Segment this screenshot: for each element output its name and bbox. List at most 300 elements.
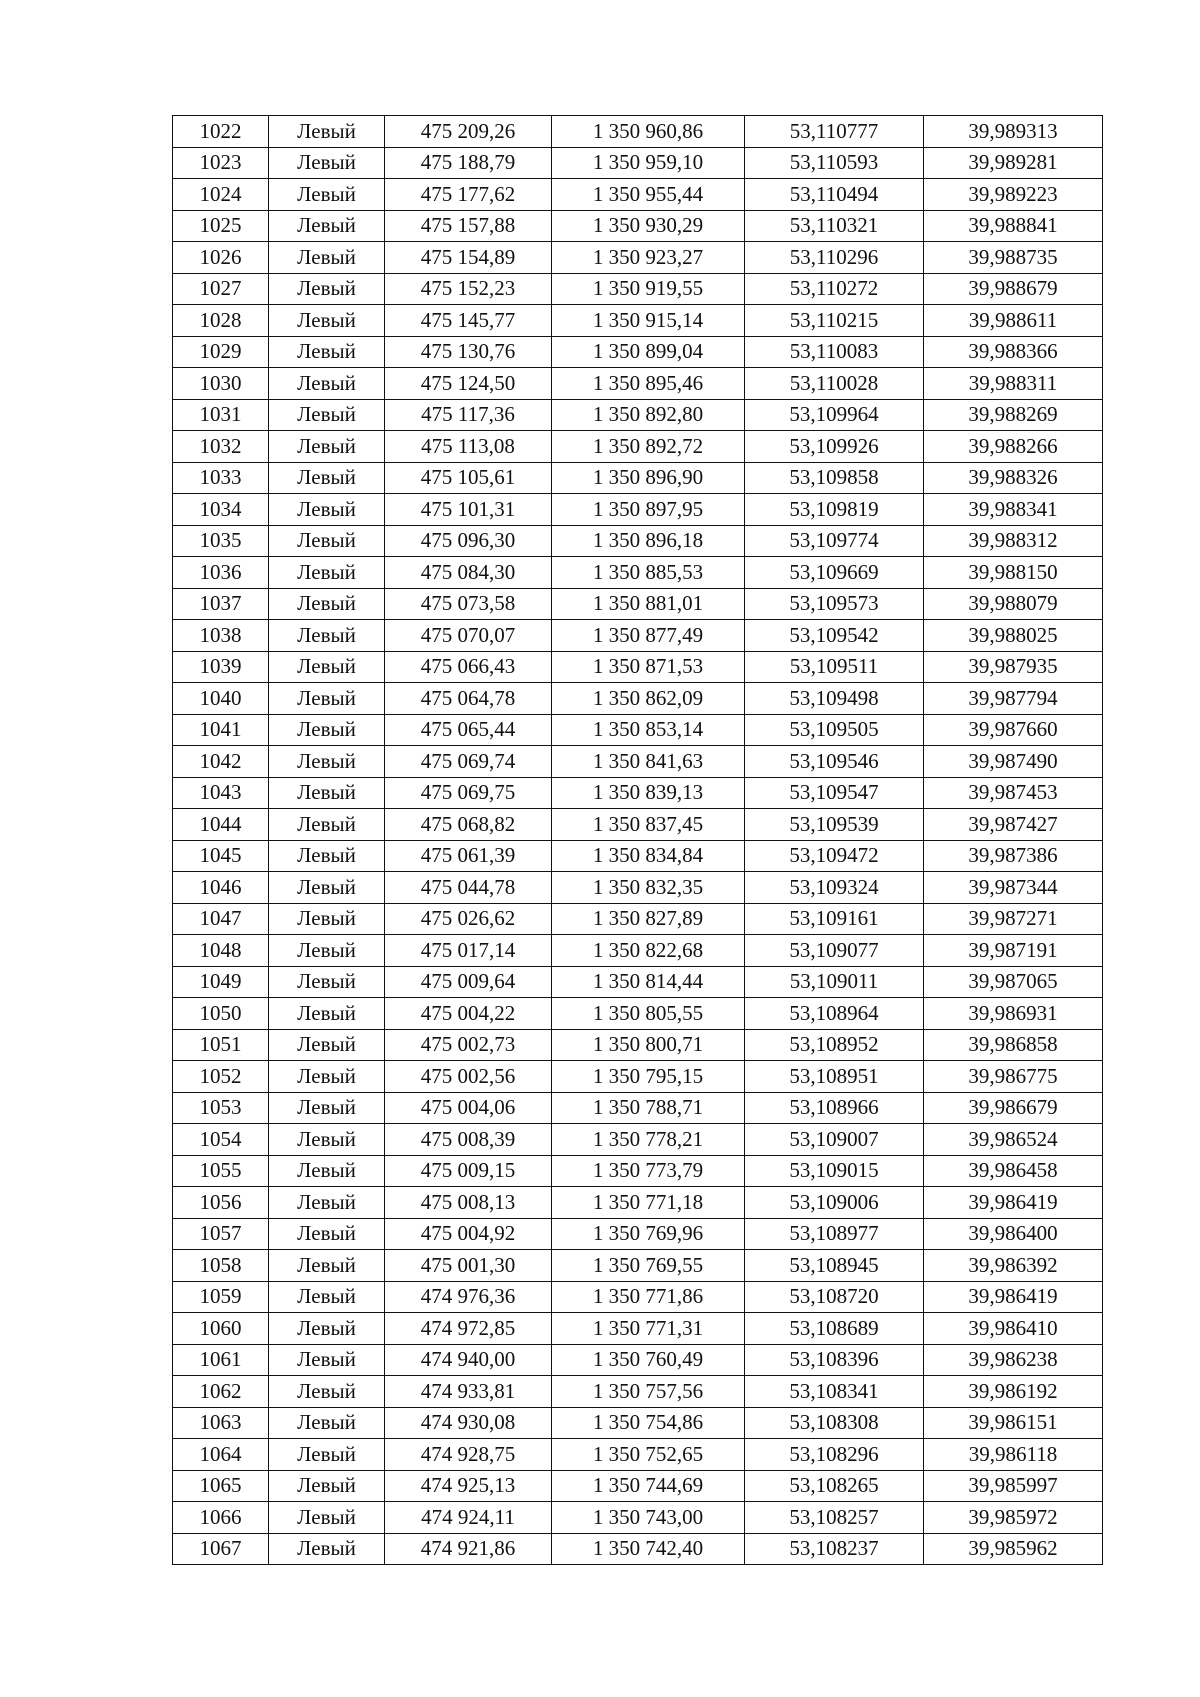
side-cell: Левый <box>269 1313 385 1345</box>
side-cell: Левый <box>269 368 385 400</box>
longitude-cell: 39,987794 <box>924 683 1103 715</box>
point-number-cell: 1053 <box>173 1092 269 1124</box>
x-coordinate-cell: 475 145,77 <box>385 305 552 337</box>
table-row <box>173 1092 1103 1124</box>
y-coordinate-cell: 1 350 771,86 <box>552 1281 745 1313</box>
longitude-cell: 39,988312 <box>924 525 1103 557</box>
table-row <box>173 998 1103 1030</box>
x-coordinate-cell: 474 940,00 <box>385 1344 552 1376</box>
point-number-cell: 1030 <box>173 368 269 400</box>
table-row <box>173 840 1103 872</box>
table-row <box>173 1533 1103 1565</box>
x-coordinate-cell: 475 070,07 <box>385 620 552 652</box>
table-row <box>173 210 1103 242</box>
table-row <box>173 494 1103 526</box>
latitude-cell: 53,108966 <box>745 1092 924 1124</box>
latitude-cell: 53,109858 <box>745 462 924 494</box>
latitude-cell: 53,110083 <box>745 336 924 368</box>
side-cell: Левый <box>269 273 385 305</box>
table-row <box>173 1281 1103 1313</box>
side-cell: Левый <box>269 242 385 274</box>
y-coordinate-cell: 1 350 800,71 <box>552 1029 745 1061</box>
latitude-cell: 53,110494 <box>745 179 924 211</box>
point-number-cell: 1040 <box>173 683 269 715</box>
longitude-cell: 39,986419 <box>924 1187 1103 1219</box>
point-number-cell: 1023 <box>173 147 269 179</box>
x-coordinate-cell: 475 101,31 <box>385 494 552 526</box>
point-number-cell: 1036 <box>173 557 269 589</box>
x-coordinate-cell: 475 105,61 <box>385 462 552 494</box>
side-cell: Левый <box>269 935 385 967</box>
side-cell: Левый <box>269 1155 385 1187</box>
x-coordinate-cell: 475 001,30 <box>385 1250 552 1282</box>
longitude-cell: 39,988079 <box>924 588 1103 620</box>
longitude-cell: 39,986524 <box>924 1124 1103 1156</box>
table-row <box>173 431 1103 463</box>
side-cell: Левый <box>269 1029 385 1061</box>
point-number-cell: 1033 <box>173 462 269 494</box>
side-cell: Левый <box>269 179 385 211</box>
x-coordinate-cell: 475 004,06 <box>385 1092 552 1124</box>
y-coordinate-cell: 1 350 899,04 <box>552 336 745 368</box>
side-cell: Левый <box>269 1187 385 1219</box>
y-coordinate-cell: 1 350 773,79 <box>552 1155 745 1187</box>
side-cell: Левый <box>269 620 385 652</box>
point-number-cell: 1054 <box>173 1124 269 1156</box>
longitude-cell: 39,988735 <box>924 242 1103 274</box>
y-coordinate-cell: 1 350 814,44 <box>552 966 745 998</box>
side-cell: Левый <box>269 1407 385 1439</box>
side-cell: Левый <box>269 116 385 148</box>
latitude-cell: 53,110593 <box>745 147 924 179</box>
side-cell: Левый <box>269 1439 385 1471</box>
side-cell: Левый <box>269 683 385 715</box>
latitude-cell: 53,109539 <box>745 809 924 841</box>
y-coordinate-cell: 1 350 897,95 <box>552 494 745 526</box>
longitude-cell: 39,988266 <box>924 431 1103 463</box>
y-coordinate-cell: 1 350 862,09 <box>552 683 745 715</box>
x-coordinate-cell: 475 069,74 <box>385 746 552 778</box>
x-coordinate-cell: 475 066,43 <box>385 651 552 683</box>
side-cell: Левый <box>269 714 385 746</box>
y-coordinate-cell: 1 350 841,63 <box>552 746 745 778</box>
side-cell: Левый <box>269 399 385 431</box>
latitude-cell: 53,110296 <box>745 242 924 274</box>
y-coordinate-cell: 1 350 881,01 <box>552 588 745 620</box>
longitude-cell: 39,988611 <box>924 305 1103 337</box>
longitude-cell: 39,987490 <box>924 746 1103 778</box>
longitude-cell: 39,989223 <box>924 179 1103 211</box>
x-coordinate-cell: 475 068,82 <box>385 809 552 841</box>
table-row <box>173 557 1103 589</box>
table-row <box>173 273 1103 305</box>
latitude-cell: 53,110321 <box>745 210 924 242</box>
longitude-cell: 39,988311 <box>924 368 1103 400</box>
point-number-cell: 1037 <box>173 588 269 620</box>
point-number-cell: 1065 <box>173 1470 269 1502</box>
x-coordinate-cell: 475 044,78 <box>385 872 552 904</box>
point-number-cell: 1056 <box>173 1187 269 1219</box>
latitude-cell: 53,110272 <box>745 273 924 305</box>
longitude-cell: 39,987386 <box>924 840 1103 872</box>
y-coordinate-cell: 1 350 877,49 <box>552 620 745 652</box>
latitude-cell: 53,108720 <box>745 1281 924 1313</box>
latitude-cell: 53,108308 <box>745 1407 924 1439</box>
point-number-cell: 1063 <box>173 1407 269 1439</box>
y-coordinate-cell: 1 350 955,44 <box>552 179 745 211</box>
table-row <box>173 1407 1103 1439</box>
latitude-cell: 53,108396 <box>745 1344 924 1376</box>
table-row <box>173 462 1103 494</box>
table-row <box>173 588 1103 620</box>
table-row <box>173 399 1103 431</box>
y-coordinate-cell: 1 350 752,65 <box>552 1439 745 1471</box>
x-coordinate-cell: 475 002,73 <box>385 1029 552 1061</box>
latitude-cell: 53,109498 <box>745 683 924 715</box>
side-cell: Левый <box>269 1470 385 1502</box>
latitude-cell: 53,108945 <box>745 1250 924 1282</box>
table-row <box>173 966 1103 998</box>
coordinates-table <box>172 115 1103 1565</box>
latitude-cell: 53,109007 <box>745 1124 924 1156</box>
side-cell: Левый <box>269 1250 385 1282</box>
table-row <box>173 651 1103 683</box>
longitude-cell: 39,986679 <box>924 1092 1103 1124</box>
longitude-cell: 39,988269 <box>924 399 1103 431</box>
y-coordinate-cell: 1 350 805,55 <box>552 998 745 1030</box>
latitude-cell: 53,109324 <box>745 872 924 904</box>
table-row <box>173 147 1103 179</box>
latitude-cell: 53,109161 <box>745 903 924 935</box>
y-coordinate-cell: 1 350 832,35 <box>552 872 745 904</box>
side-cell: Левый <box>269 557 385 589</box>
y-coordinate-cell: 1 350 959,10 <box>552 147 745 179</box>
point-number-cell: 1028 <box>173 305 269 337</box>
point-number-cell: 1045 <box>173 840 269 872</box>
point-number-cell: 1050 <box>173 998 269 1030</box>
table-row <box>173 1313 1103 1345</box>
point-number-cell: 1035 <box>173 525 269 557</box>
table-row <box>173 777 1103 809</box>
x-coordinate-cell: 475 124,50 <box>385 368 552 400</box>
y-coordinate-cell: 1 350 757,56 <box>552 1376 745 1408</box>
point-number-cell: 1051 <box>173 1029 269 1061</box>
y-coordinate-cell: 1 350 896,18 <box>552 525 745 557</box>
y-coordinate-cell: 1 350 771,18 <box>552 1187 745 1219</box>
y-coordinate-cell: 1 350 743,00 <box>552 1502 745 1534</box>
latitude-cell: 53,109546 <box>745 746 924 778</box>
table-row <box>173 1376 1103 1408</box>
latitude-cell: 53,108257 <box>745 1502 924 1534</box>
point-number-cell: 1039 <box>173 651 269 683</box>
table-row <box>173 1250 1103 1282</box>
side-cell: Левый <box>269 494 385 526</box>
side-cell: Левый <box>269 336 385 368</box>
latitude-cell: 53,109511 <box>745 651 924 683</box>
point-number-cell: 1024 <box>173 179 269 211</box>
table-row <box>173 714 1103 746</box>
point-number-cell: 1031 <box>173 399 269 431</box>
table-row <box>173 525 1103 557</box>
point-number-cell: 1052 <box>173 1061 269 1093</box>
table-row <box>173 809 1103 841</box>
longitude-cell: 39,987427 <box>924 809 1103 841</box>
x-coordinate-cell: 475 008,39 <box>385 1124 552 1156</box>
point-number-cell: 1067 <box>173 1533 269 1565</box>
y-coordinate-cell: 1 350 822,68 <box>552 935 745 967</box>
latitude-cell: 53,109472 <box>745 840 924 872</box>
table-row <box>173 368 1103 400</box>
latitude-cell: 53,108265 <box>745 1470 924 1502</box>
side-cell: Левый <box>269 998 385 1030</box>
longitude-cell: 39,986400 <box>924 1218 1103 1250</box>
point-number-cell: 1029 <box>173 336 269 368</box>
x-coordinate-cell: 474 976,36 <box>385 1281 552 1313</box>
table-row <box>173 872 1103 904</box>
longitude-cell: 39,985972 <box>924 1502 1103 1534</box>
point-number-cell: 1064 <box>173 1439 269 1471</box>
side-cell: Левый <box>269 210 385 242</box>
x-coordinate-cell: 475 188,79 <box>385 147 552 179</box>
x-coordinate-cell: 475 177,62 <box>385 179 552 211</box>
side-cell: Левый <box>269 777 385 809</box>
point-number-cell: 1049 <box>173 966 269 998</box>
latitude-cell: 53,109573 <box>745 588 924 620</box>
longitude-cell: 39,985997 <box>924 1470 1103 1502</box>
y-coordinate-cell: 1 350 892,80 <box>552 399 745 431</box>
longitude-cell: 39,988150 <box>924 557 1103 589</box>
longitude-cell: 39,988841 <box>924 210 1103 242</box>
x-coordinate-cell: 475 069,75 <box>385 777 552 809</box>
y-coordinate-cell: 1 350 771,31 <box>552 1313 745 1345</box>
latitude-cell: 53,109505 <box>745 714 924 746</box>
y-coordinate-cell: 1 350 915,14 <box>552 305 745 337</box>
x-coordinate-cell: 474 928,75 <box>385 1439 552 1471</box>
point-number-cell: 1046 <box>173 872 269 904</box>
x-coordinate-cell: 475 017,14 <box>385 935 552 967</box>
point-number-cell: 1047 <box>173 903 269 935</box>
point-number-cell: 1026 <box>173 242 269 274</box>
longitude-cell: 39,987660 <box>924 714 1103 746</box>
y-coordinate-cell: 1 350 960,86 <box>552 116 745 148</box>
y-coordinate-cell: 1 350 769,96 <box>552 1218 745 1250</box>
side-cell: Левый <box>269 1533 385 1565</box>
point-number-cell: 1060 <box>173 1313 269 1345</box>
table-row <box>173 903 1103 935</box>
x-coordinate-cell: 475 026,62 <box>385 903 552 935</box>
x-coordinate-cell: 475 084,30 <box>385 557 552 589</box>
latitude-cell: 53,108296 <box>745 1439 924 1471</box>
point-number-cell: 1061 <box>173 1344 269 1376</box>
side-cell: Левый <box>269 1344 385 1376</box>
point-number-cell: 1022 <box>173 116 269 148</box>
side-cell: Левый <box>269 1281 385 1313</box>
latitude-cell: 53,108341 <box>745 1376 924 1408</box>
coordinates-table-body <box>173 116 1103 1565</box>
side-cell: Левый <box>269 525 385 557</box>
side-cell: Левый <box>269 872 385 904</box>
x-coordinate-cell: 475 157,88 <box>385 210 552 242</box>
point-number-cell: 1062 <box>173 1376 269 1408</box>
x-coordinate-cell: 474 925,13 <box>385 1470 552 1502</box>
side-cell: Левый <box>269 305 385 337</box>
x-coordinate-cell: 475 154,89 <box>385 242 552 274</box>
side-cell: Левый <box>269 1124 385 1156</box>
longitude-cell: 39,987935 <box>924 651 1103 683</box>
x-coordinate-cell: 474 930,08 <box>385 1407 552 1439</box>
y-coordinate-cell: 1 350 760,49 <box>552 1344 745 1376</box>
table-row <box>173 1218 1103 1250</box>
table-row <box>173 1124 1103 1156</box>
document-page <box>172 115 1102 1565</box>
x-coordinate-cell: 474 972,85 <box>385 1313 552 1345</box>
side-cell: Левый <box>269 431 385 463</box>
latitude-cell: 53,109774 <box>745 525 924 557</box>
latitude-cell: 53,109926 <box>745 431 924 463</box>
x-coordinate-cell: 475 209,26 <box>385 116 552 148</box>
y-coordinate-cell: 1 350 788,71 <box>552 1092 745 1124</box>
point-number-cell: 1043 <box>173 777 269 809</box>
latitude-cell: 53,110777 <box>745 116 924 148</box>
longitude-cell: 39,987453 <box>924 777 1103 809</box>
latitude-cell: 53,109669 <box>745 557 924 589</box>
point-number-cell: 1032 <box>173 431 269 463</box>
longitude-cell: 39,987191 <box>924 935 1103 967</box>
latitude-cell: 53,108237 <box>745 1533 924 1565</box>
longitude-cell: 39,988679 <box>924 273 1103 305</box>
y-coordinate-cell: 1 350 754,86 <box>552 1407 745 1439</box>
y-coordinate-cell: 1 350 837,45 <box>552 809 745 841</box>
point-number-cell: 1041 <box>173 714 269 746</box>
latitude-cell: 53,108977 <box>745 1218 924 1250</box>
y-coordinate-cell: 1 350 895,46 <box>552 368 745 400</box>
latitude-cell: 53,109547 <box>745 777 924 809</box>
table-row <box>173 935 1103 967</box>
x-coordinate-cell: 475 096,30 <box>385 525 552 557</box>
y-coordinate-cell: 1 350 885,53 <box>552 557 745 589</box>
table-row <box>173 116 1103 148</box>
table-row <box>173 305 1103 337</box>
y-coordinate-cell: 1 350 827,89 <box>552 903 745 935</box>
table-row <box>173 1502 1103 1534</box>
longitude-cell: 39,986238 <box>924 1344 1103 1376</box>
y-coordinate-cell: 1 350 839,13 <box>552 777 745 809</box>
y-coordinate-cell: 1 350 769,55 <box>552 1250 745 1282</box>
side-cell: Левый <box>269 1218 385 1250</box>
point-number-cell: 1042 <box>173 746 269 778</box>
latitude-cell: 53,108952 <box>745 1029 924 1061</box>
side-cell: Левый <box>269 1061 385 1093</box>
longitude-cell: 39,989313 <box>924 116 1103 148</box>
x-coordinate-cell: 475 004,92 <box>385 1218 552 1250</box>
longitude-cell: 39,986419 <box>924 1281 1103 1313</box>
y-coordinate-cell: 1 350 896,90 <box>552 462 745 494</box>
side-cell: Левый <box>269 1376 385 1408</box>
table-row <box>173 336 1103 368</box>
longitude-cell: 39,988326 <box>924 462 1103 494</box>
side-cell: Левый <box>269 966 385 998</box>
latitude-cell: 53,109006 <box>745 1187 924 1219</box>
table-row <box>173 1061 1103 1093</box>
x-coordinate-cell: 474 924,11 <box>385 1502 552 1534</box>
latitude-cell: 53,109011 <box>745 966 924 998</box>
x-coordinate-cell: 475 004,22 <box>385 998 552 1030</box>
latitude-cell: 53,109542 <box>745 620 924 652</box>
y-coordinate-cell: 1 350 834,84 <box>552 840 745 872</box>
x-coordinate-cell: 475 065,44 <box>385 714 552 746</box>
latitude-cell: 53,109015 <box>745 1155 924 1187</box>
table-row <box>173 620 1103 652</box>
latitude-cell: 53,108951 <box>745 1061 924 1093</box>
y-coordinate-cell: 1 350 795,15 <box>552 1061 745 1093</box>
point-number-cell: 1057 <box>173 1218 269 1250</box>
table-row <box>173 1155 1103 1187</box>
point-number-cell: 1044 <box>173 809 269 841</box>
latitude-cell: 53,108689 <box>745 1313 924 1345</box>
y-coordinate-cell: 1 350 744,69 <box>552 1470 745 1502</box>
side-cell: Левый <box>269 651 385 683</box>
x-coordinate-cell: 475 113,08 <box>385 431 552 463</box>
x-coordinate-cell: 475 064,78 <box>385 683 552 715</box>
x-coordinate-cell: 475 002,56 <box>385 1061 552 1093</box>
point-number-cell: 1038 <box>173 620 269 652</box>
table-row <box>173 179 1103 211</box>
point-number-cell: 1066 <box>173 1502 269 1534</box>
longitude-cell: 39,986858 <box>924 1029 1103 1061</box>
longitude-cell: 39,987344 <box>924 872 1103 904</box>
longitude-cell: 39,987271 <box>924 903 1103 935</box>
side-cell: Левый <box>269 746 385 778</box>
longitude-cell: 39,988366 <box>924 336 1103 368</box>
latitude-cell: 53,109964 <box>745 399 924 431</box>
x-coordinate-cell: 475 061,39 <box>385 840 552 872</box>
table-row <box>173 1439 1103 1471</box>
point-number-cell: 1058 <box>173 1250 269 1282</box>
point-number-cell: 1025 <box>173 210 269 242</box>
longitude-cell: 39,986410 <box>924 1313 1103 1345</box>
table-row <box>173 1029 1103 1061</box>
table-row <box>173 1187 1103 1219</box>
table-row <box>173 746 1103 778</box>
side-cell: Левый <box>269 588 385 620</box>
longitude-cell: 39,988025 <box>924 620 1103 652</box>
latitude-cell: 53,109819 <box>745 494 924 526</box>
point-number-cell: 1059 <box>173 1281 269 1313</box>
y-coordinate-cell: 1 350 923,27 <box>552 242 745 274</box>
x-coordinate-cell: 475 152,23 <box>385 273 552 305</box>
latitude-cell: 53,110028 <box>745 368 924 400</box>
longitude-cell: 39,986392 <box>924 1250 1103 1282</box>
x-coordinate-cell: 475 009,15 <box>385 1155 552 1187</box>
longitude-cell: 39,986192 <box>924 1376 1103 1408</box>
y-coordinate-cell: 1 350 853,14 <box>552 714 745 746</box>
longitude-cell: 39,986118 <box>924 1439 1103 1471</box>
x-coordinate-cell: 475 073,58 <box>385 588 552 620</box>
y-coordinate-cell: 1 350 871,53 <box>552 651 745 683</box>
x-coordinate-cell: 475 009,64 <box>385 966 552 998</box>
point-number-cell: 1027 <box>173 273 269 305</box>
point-number-cell: 1055 <box>173 1155 269 1187</box>
longitude-cell: 39,985962 <box>924 1533 1103 1565</box>
table-row <box>173 683 1103 715</box>
point-number-cell: 1048 <box>173 935 269 967</box>
longitude-cell: 39,988341 <box>924 494 1103 526</box>
side-cell: Левый <box>269 1092 385 1124</box>
table-row <box>173 1470 1103 1502</box>
side-cell: Левый <box>269 840 385 872</box>
side-cell: Левый <box>269 147 385 179</box>
y-coordinate-cell: 1 350 919,55 <box>552 273 745 305</box>
